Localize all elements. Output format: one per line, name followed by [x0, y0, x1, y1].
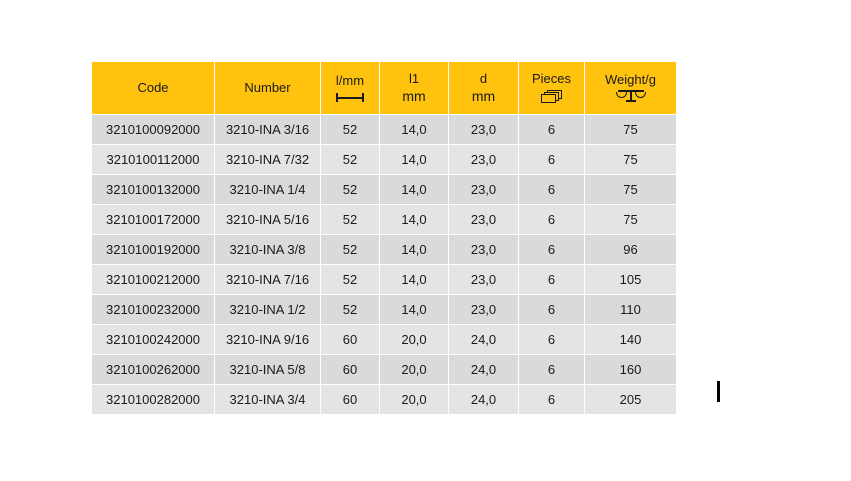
cell-d: 23,0: [449, 145, 519, 175]
cell-number: 3210-INA 3/4: [215, 385, 321, 415]
table-row: [92, 295, 677, 325]
cell-pieces: 6: [519, 265, 585, 295]
cell-number: 3210-INA 1/2: [215, 295, 321, 325]
cell-weight: 205: [585, 385, 677, 415]
cell-length: 60: [321, 325, 380, 355]
cell-number: 3210-INA 9/16: [215, 325, 321, 355]
cell-l1: 14,0: [380, 205, 449, 235]
cell-length: 52: [321, 145, 380, 175]
table-row: [92, 235, 677, 265]
cell-pieces: 6: [519, 385, 585, 415]
cell-number: 3210-INA 3/16: [215, 115, 321, 145]
cell-l1: 20,0: [380, 355, 449, 385]
column-header-d-label: d: [479, 70, 488, 86]
cell-pieces: 6: [519, 235, 585, 265]
cell-code: 3210100212000: [92, 265, 215, 295]
cell-weight: 160: [585, 355, 677, 385]
cell-weight: 105: [585, 265, 677, 295]
cell-pieces: 6: [519, 205, 585, 235]
table-row: [92, 205, 677, 235]
cell-code: 3210100262000: [92, 355, 215, 385]
table-body: [92, 115, 677, 415]
cell-l1: 20,0: [380, 385, 449, 415]
table-row: [92, 115, 677, 145]
cell-d: 23,0: [449, 265, 519, 295]
table-header-row: [92, 62, 677, 115]
column-header-code: [92, 62, 215, 115]
cell-d: 24,0: [449, 325, 519, 355]
column-header-length-label: l/mm: [335, 73, 365, 89]
cell-l1: 14,0: [380, 175, 449, 205]
cell-l1: 14,0: [380, 295, 449, 325]
column-header-length: [321, 62, 380, 115]
column-header-l1-unit: mm: [402, 87, 426, 104]
column-header-code-label: Code: [137, 79, 169, 95]
cell-weight: 75: [585, 115, 677, 145]
cell-pieces: 6: [519, 355, 585, 385]
column-header-number-label: Number: [244, 79, 291, 95]
measure-icon: [336, 93, 364, 102]
column-header-weight: [585, 62, 677, 115]
cell-weight: 75: [585, 205, 677, 235]
cell-d: 24,0: [449, 355, 519, 385]
cell-l1: 20,0: [380, 325, 449, 355]
column-header-l1-label: l1: [408, 70, 420, 86]
column-header-pieces-label: Pieces: [531, 71, 572, 87]
page-edge-mark: [717, 381, 720, 402]
scale-icon: [616, 89, 646, 103]
column-header-weight-label: Weight/g: [604, 71, 657, 87]
cell-number: 3210-INA 7/16: [215, 265, 321, 295]
cell-length: 52: [321, 235, 380, 265]
cell-length: 52: [321, 265, 380, 295]
cell-number: 3210-INA 5/8: [215, 355, 321, 385]
cell-l1: 14,0: [380, 265, 449, 295]
cell-pieces: 6: [519, 325, 585, 355]
cell-length: 52: [321, 295, 380, 325]
cell-code: 3210100092000: [92, 115, 215, 145]
table-header: [92, 62, 677, 115]
cell-pieces: 6: [519, 115, 585, 145]
column-header-pieces: [519, 62, 585, 115]
table-row: [92, 355, 677, 385]
column-header-d-unit: mm: [471, 87, 496, 104]
column-header-number: [215, 62, 321, 115]
cell-d: 23,0: [449, 175, 519, 205]
specification-table: [91, 61, 677, 415]
cell-weight: 110: [585, 295, 677, 325]
cell-pieces: 6: [519, 145, 585, 175]
cell-weight: 75: [585, 175, 677, 205]
cell-length: 52: [321, 175, 380, 205]
cell-number: 3210-INA 7/32: [215, 145, 321, 175]
cell-length: 60: [321, 385, 380, 415]
cell-d: 24,0: [449, 385, 519, 415]
cell-d: 23,0: [449, 205, 519, 235]
cell-code: 3210100132000: [92, 175, 215, 205]
cell-length: 52: [321, 115, 380, 145]
table-row: [92, 385, 677, 415]
column-header-d: [449, 62, 519, 115]
cell-number: 3210-INA 3/8: [215, 235, 321, 265]
pieces-icon: [541, 90, 563, 104]
cell-code: 3210100242000: [92, 325, 215, 355]
cell-d: 23,0: [449, 115, 519, 145]
cell-l1: 14,0: [380, 115, 449, 145]
table-row: [92, 325, 677, 355]
column-header-l1: [380, 62, 449, 115]
table-row: [92, 145, 677, 175]
cell-l1: 14,0: [380, 235, 449, 265]
cell-number: 3210-INA 1/4: [215, 175, 321, 205]
cell-weight: 75: [585, 145, 677, 175]
cell-pieces: 6: [519, 295, 585, 325]
cell-weight: 96: [585, 235, 677, 265]
cell-length: 60: [321, 355, 380, 385]
cell-code: 3210100172000: [92, 205, 215, 235]
cell-weight: 140: [585, 325, 677, 355]
cell-l1: 14,0: [380, 145, 449, 175]
table-row: [92, 175, 677, 205]
cell-d: 23,0: [449, 295, 519, 325]
cell-code: 3210100282000: [92, 385, 215, 415]
specification-table-container: [91, 61, 677, 415]
cell-number: 3210-INA 5/16: [215, 205, 321, 235]
cell-length: 52: [321, 205, 380, 235]
table-row: [92, 265, 677, 295]
cell-pieces: 6: [519, 175, 585, 205]
cell-code: 3210100112000: [92, 145, 215, 175]
cell-code: 3210100232000: [92, 295, 215, 325]
cell-code: 3210100192000: [92, 235, 215, 265]
cell-d: 23,0: [449, 235, 519, 265]
